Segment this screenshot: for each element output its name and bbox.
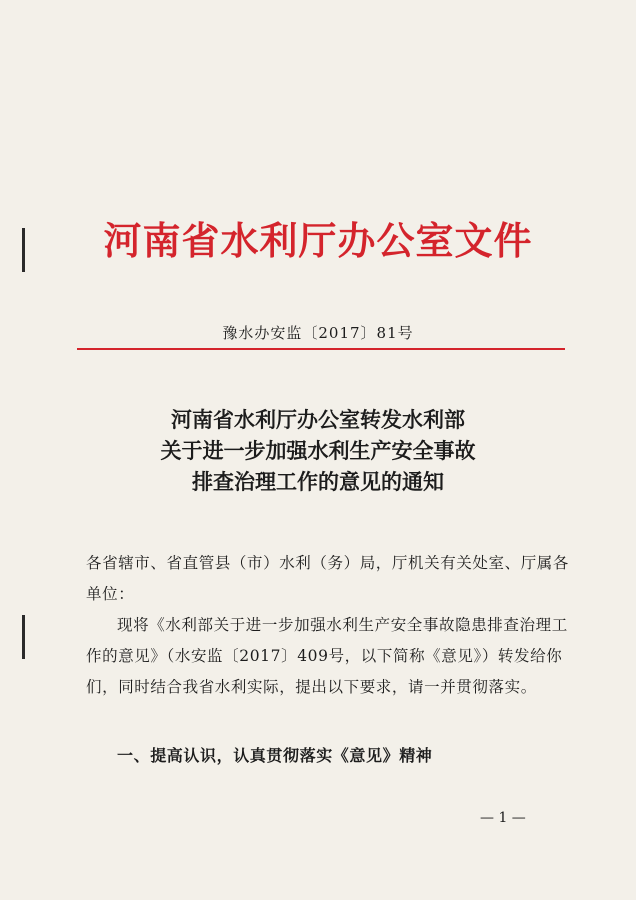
notice-title-line-2: 关于进一步加强水利生产安全事故	[160, 438, 476, 463]
document-number: 豫水办安监〔2017〕81号	[222, 324, 414, 342]
notice-title-line-3: 排查治理工作的意见的通知	[192, 469, 444, 494]
section-heading-1: 一、提高认识，认真贯彻落实《意见》精神	[117, 746, 433, 765]
document-header-title: 河南省水利厅办公室文件	[103, 218, 533, 263]
addressee-paragraph: 各省辖市、省直管县（市）水利（务）局，厅机关有关处室、厅属各单位：	[86, 554, 570, 603]
header-divider-line	[77, 348, 565, 350]
notice-title	[0, 404, 636, 497]
page-number: — 1 —	[480, 810, 526, 826]
notice-title-line-1: 河南省水利厅办公室转发水利部	[171, 407, 465, 432]
body-paragraph-1: 现将《水利部关于进一步加强水利生产安全事故隐患排查治理工作的意见》（水安监〔2017〕409号，以下简称《意见》）转发给你们，同时结合我省水利实际，提出以下要求，请一并贯彻落实。	[86, 616, 568, 696]
binding-mark-bottom	[22, 615, 25, 659]
